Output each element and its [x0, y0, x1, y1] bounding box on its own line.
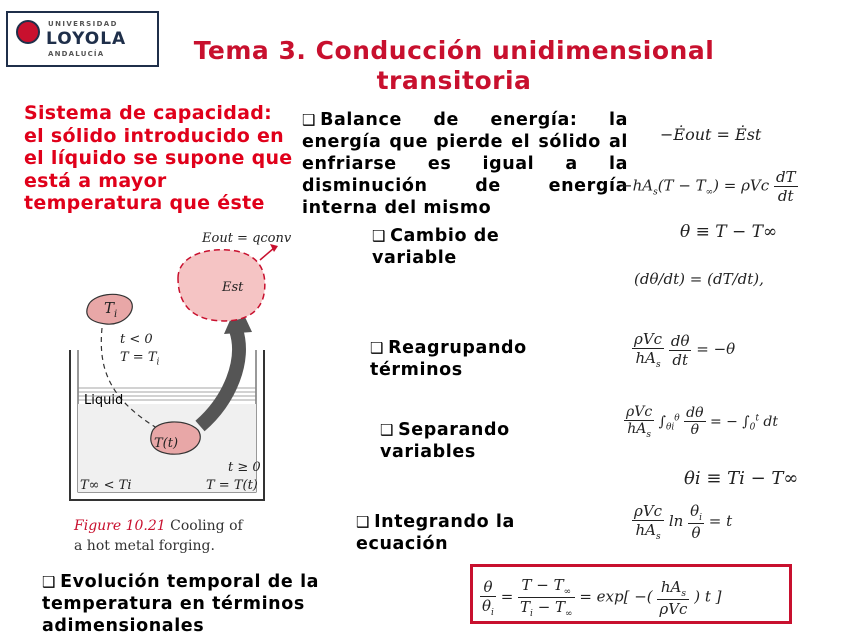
label-Est: Est: [222, 280, 244, 295]
label-ti: $T_i$: [104, 299, 118, 320]
figure-caption: [74, 516, 243, 556]
label-liquid: Liquid: [84, 393, 124, 408]
equation-integrated: ρVc $hA_s$ ln $\frac{\theta_i}{\theta}$ = t: [634, 502, 733, 542]
bullet-integrando: ❑ Integrando la ecuación: [356, 512, 515, 554]
logo-sub-text: ANDALUCÍA: [48, 50, 105, 58]
equation-energy-balance: −Ėout = Ėst: [660, 125, 762, 144]
slide-title: Tema 3. Conducción unidimensional transitoria: [193, 36, 715, 95]
caption-line1: Cooling of: [165, 518, 243, 534]
equation-theta-definition: θ ≡ T − T∞: [680, 222, 778, 242]
label-t-lt0: t < 0: [120, 332, 153, 347]
bullet-balance: ❑ Balance de energía: la energía que pierde el sólido al enfriarse es igual a la disminución de energía interna del mismo: [302, 110, 628, 218]
bullet-cambio: ❑ Cambio de variable: [372, 226, 500, 268]
checkbox-bullet-icon: ❑: [380, 421, 395, 439]
label-Eout: Eout = qconv: [202, 231, 292, 246]
label-T-eq-Ti: $T = T_i$: [120, 350, 160, 368]
bullet-separando: ❑ Separando variables: [380, 420, 510, 462]
equation-regrouped: ρVc $hA_s$ $\frac{d\theta}{dt}$ = −θ: [634, 330, 736, 370]
equation-convection: $-hA_s(T - T_\infty) = \rho Vc$ $\frac{dT}{dt}$: [620, 168, 796, 205]
caption-line2: a hot metal forging.: [74, 538, 215, 554]
crest-icon: [16, 20, 40, 44]
equation-derivative: (dθ/dt) = (dT/dt),: [634, 270, 764, 288]
equation-theta-i: θi ≡ Ti − T∞: [684, 468, 799, 489]
checkbox-bullet-icon: ❑: [302, 111, 317, 129]
label-T-eq-Tt: T = T(t): [206, 478, 258, 493]
label-Tt: T(t): [154, 436, 179, 451]
logo-top-text: UNIVERSIDAD: [48, 20, 118, 28]
bullet-evolucion: ❑ Evolución temporal de la temperatura en términos adimensionales: [42, 572, 320, 636]
bullet-reagrupando: ❑ Reagrupando términos: [370, 338, 527, 380]
figure-number: Figure 10.21: [74, 518, 166, 534]
equation-separated: ρVc $hA_s$ $\int_{\theta i}^\theta$ $\frac{d\theta}{\theta}$ = − $\int_0^t$ dt: [626, 404, 779, 440]
checkbox-bullet-icon: ❑: [372, 227, 387, 245]
label-t-ge0: t ≥ 0: [228, 460, 261, 475]
system-description: Sistema de capacidad: el sólido introducido en el líquido se supone que está a mayor temperatura que éste: [24, 102, 293, 214]
checkbox-bullet-icon: ❑: [356, 513, 371, 531]
checkbox-bullet-icon: ❑: [370, 339, 385, 357]
label-Tinf: T∞ < Ti: [80, 478, 132, 493]
equation-result: $\frac{\theta}{\theta_i}$ = $\frac{T - T_\infty}{T_i - T_\infty}$ = exp[ −( $hA_s$ ρVc ) t ]: [482, 576, 722, 619]
checkbox-bullet-icon: ❑: [42, 573, 57, 591]
cooling-diagram: [60, 220, 290, 520]
logo-name: LOYOLA: [46, 29, 127, 49]
